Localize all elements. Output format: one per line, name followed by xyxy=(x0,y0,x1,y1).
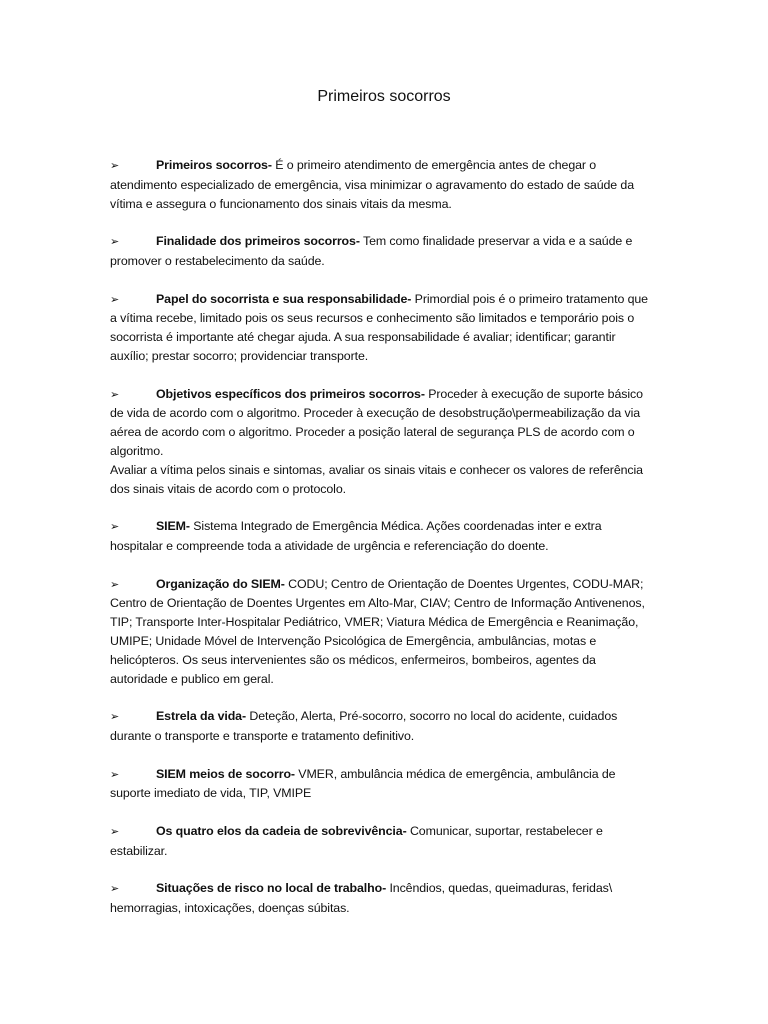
arrow-bullet-icon: ➢ xyxy=(110,292,120,306)
arrow-bullet-icon: ➢ xyxy=(110,520,120,534)
item-term: Os quatro elos da cadeia de sobrevivência- xyxy=(156,823,407,838)
list-item-finalidade xyxy=(110,232,650,271)
list-item-meios-socorro xyxy=(110,765,650,804)
item-term: Primeiros socorros- xyxy=(156,158,272,172)
arrow-bullet-icon: ➢ xyxy=(110,235,120,249)
item-term: Organização do SIEM- xyxy=(156,576,285,591)
item-text: Primordial pois é o primeiro tratamento que a vítima recebe, limitado pois os seus recursos e conhecimento são limitados e temporário pois o socorrista é importante até chegar ajuda. A sua responsabilidade é avaliar; identificar; garantir auxílio; prestar socorro; providenciar transporte. xyxy=(110,291,648,363)
item-text: Sistema Integrado de Emergência Médica. Ações coordenadas inter e extra hospitalar e compreende toda a atividade de urgência e referenciação do doente. xyxy=(110,519,602,553)
item-term: Papel do socorrista e sua responsabilidade- xyxy=(156,291,412,306)
item-text: Tem como finalidade preservar a vida e a saúde e promover o restabelecimento da saúde. xyxy=(110,234,633,268)
arrow-bullet-icon: ➢ xyxy=(110,159,120,172)
list-item-situacoes-risco xyxy=(110,879,650,918)
document-title: Primeiros socorros xyxy=(317,88,451,105)
item-text: CODU; Centro de Orientação de Doentes Urgentes, CODU-MAR; Centro de Orientação de Doentes Urgentes em Alto-Mar, CIAV; Centro de Informação Antivenenos, TIP; Transporte Inter-Hospitalar Pediátrico, VMER; Viatura Médica de Emergência e Reanimação, UMIPE; Unidade Móvel de Intervenção Psicológica de Emergência, ambulâncias, motas e helicópteros. Os seus intervenientes são os médicos, enfermeiros, bombeiros, agentes da autoridade e publico em geral. xyxy=(110,576,645,686)
item-term: Situações de risco no local de trabalho- xyxy=(156,881,387,896)
item-text: VMER, ambulância médica de emergência, ambulância de suporte imediato de vida, TIP, VMIPE xyxy=(110,766,616,801)
item-term: Objetivos específicos dos primeiros socorros- xyxy=(156,386,425,401)
arrow-bullet-icon: ➢ xyxy=(110,387,120,401)
item-term: SIEM meios de socorro- xyxy=(156,766,295,781)
item-term: Finalidade dos primeiros socorros- xyxy=(156,234,360,249)
arrow-bullet-icon: ➢ xyxy=(110,882,120,896)
item-term: SIEM- xyxy=(156,519,190,534)
item-term: Estrela da vida- xyxy=(156,709,246,724)
document-body xyxy=(110,156,650,918)
item-text: É o primeiro atendimento de emergência antes de chegar o atendimento especializado de emergência, visa minimizar o agravamento do estado de saúde da vítima e assegura o funcionamento dos sinais vitais da mesma. xyxy=(110,158,635,211)
list-item-estrela-vida xyxy=(110,707,650,746)
item-text: Proceder à execução de suporte básico de vida de acordo com o algoritmo. Proceder à execução de desobstrução\permeabilização da via aérea de acordo com o algoritmo. Proceder a posição lateral de segurança PLS de acordo com o algoritmo. xyxy=(110,386,643,458)
list-item-objetivos xyxy=(110,385,650,499)
arrow-bullet-icon: ➢ xyxy=(110,710,120,724)
item-extra-text: Avaliar a vítima pelos sinais e sintomas, avaliar os sinais vitais e conhecer os valores de referência dos sinais vitais de acordo com o protocolo. xyxy=(110,462,643,496)
arrow-bullet-icon: ➢ xyxy=(110,767,120,781)
item-text: Deteção, Alerta, Pré-socorro, socorro no local do acidente, cuidados durante o transporte e transporte e tratamento definitivo. xyxy=(110,709,618,743)
item-text: Incêndios, quedas, queimaduras, feridas\ hemorragias, intoxicações, doenças súbitas. xyxy=(110,881,613,916)
item-text: Comunicar, suportar, restabelecer e estabilizar. xyxy=(110,823,603,858)
list-item-cadeia-sobrevivencia xyxy=(110,822,650,861)
list-item-papel-socorrista xyxy=(110,290,650,366)
list-item-primeiros-socorros xyxy=(110,156,650,213)
list-item-organizacao-siem xyxy=(110,575,650,689)
list-item-siem xyxy=(110,517,650,556)
arrow-bullet-icon: ➢ xyxy=(110,824,120,838)
arrow-bullet-icon: ➢ xyxy=(110,577,120,591)
